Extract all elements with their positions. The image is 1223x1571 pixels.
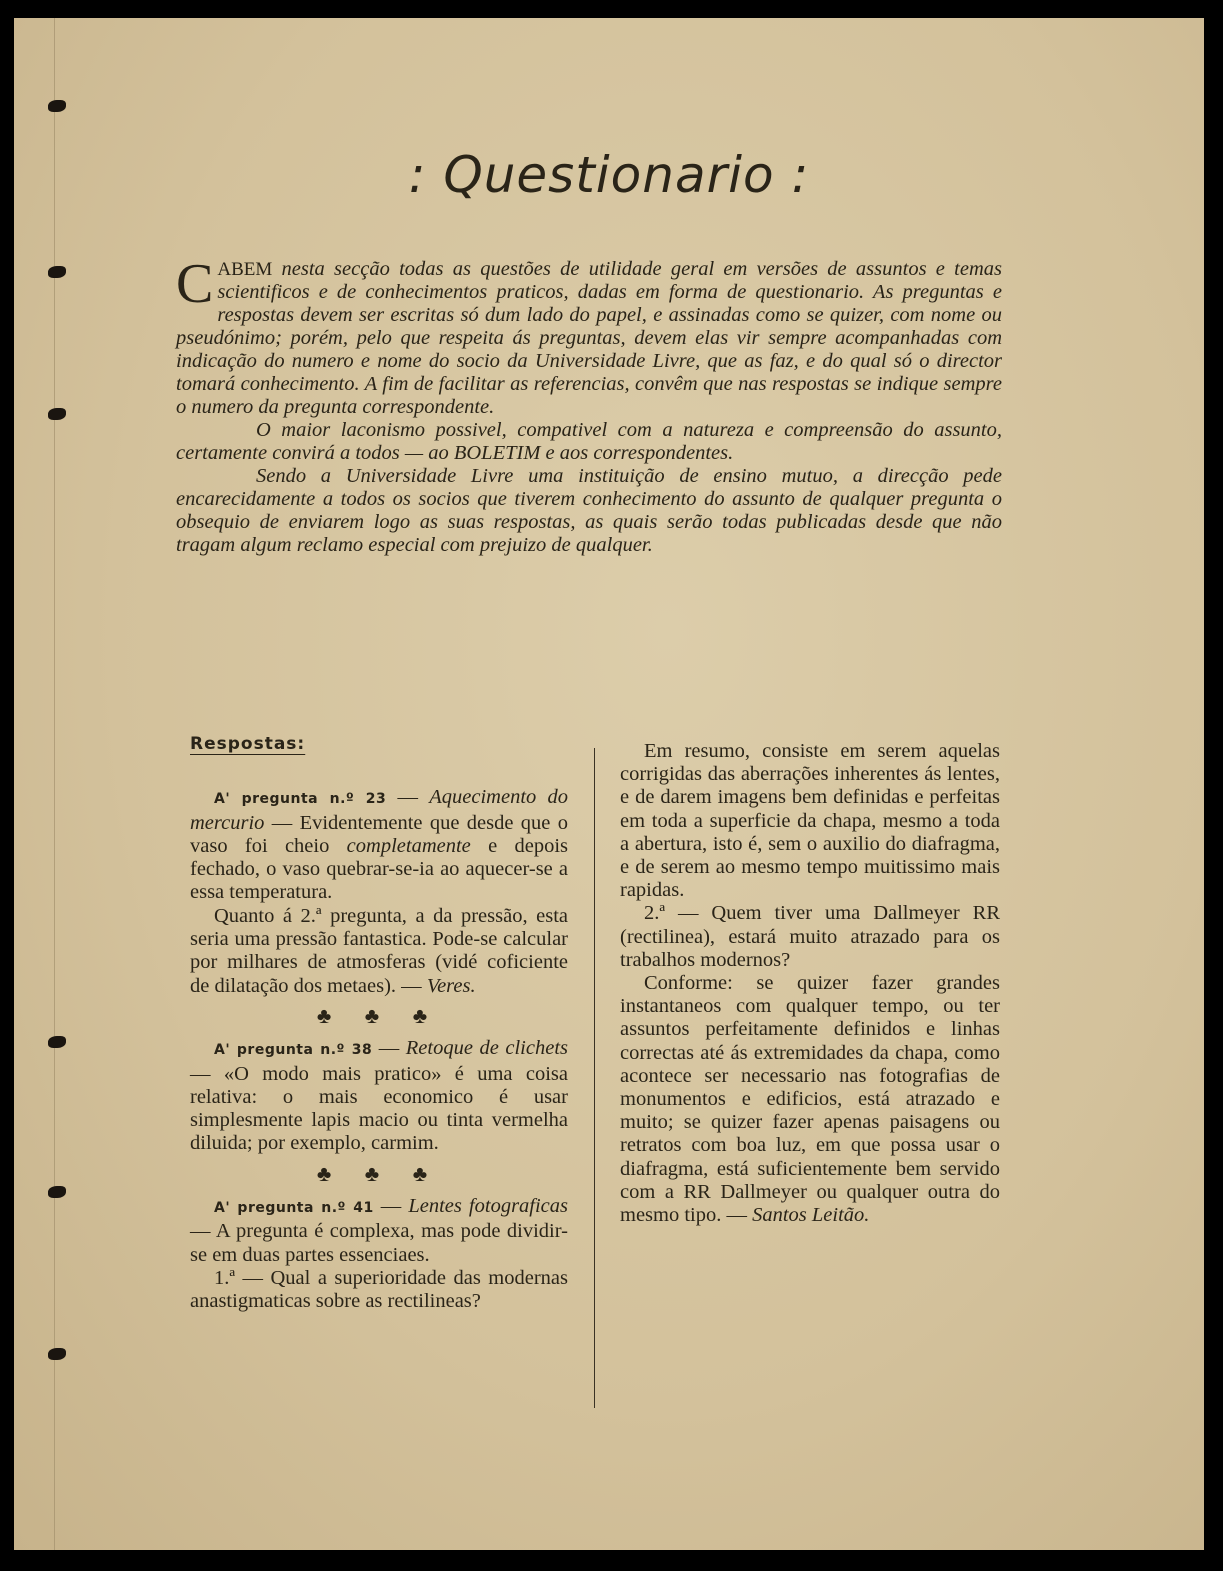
signature: Veres. bbox=[426, 974, 476, 997]
answer-text: — Evidentemente que desde que o vaso foi cheio bbox=[190, 811, 568, 857]
binding-hole bbox=[48, 408, 66, 420]
answer-paragraph bbox=[620, 972, 1000, 1227]
intro-text bbox=[176, 253, 1002, 557]
answer-paragraph: Em resumo, consiste em serem aquelas corrigidas das aberrações inherentes ás lentes, e de darem imagens bem definidas e perfeitas em toda a superficie da chapa, mesmo a toda a abertura, isto é, sem o auxilio do diafragma, e de serem ao mesmo tempo muitissimo mais rapidas. bbox=[620, 740, 1000, 902]
answer-text: e depois fechado, o vaso quebrar-se-ia ao aquecer-se a essa temperatura. bbox=[190, 834, 568, 904]
dash: — bbox=[372, 1037, 406, 1060]
answer-paragraph bbox=[190, 1037, 568, 1155]
binding-hole bbox=[48, 1186, 66, 1198]
answer-38 bbox=[190, 1037, 568, 1155]
answer-23 bbox=[190, 786, 568, 998]
emphasis: completamente bbox=[346, 834, 471, 857]
page bbox=[14, 18, 1204, 1550]
signature: Santos Leitão. bbox=[752, 1204, 870, 1227]
answer-text: — «O modo mais pratico» é uma coisa relativa: o mais economico é usar simplesmente lapis macio ou tinta vermelha diluida; por exemplo, carmim. bbox=[190, 1062, 568, 1155]
ornament-divider: ♣ ♣ ♣ bbox=[316, 1160, 442, 1186]
column-divider bbox=[594, 748, 595, 1408]
answer-paragraph bbox=[190, 786, 568, 904]
question-label: A' pregunta n.º 38 bbox=[214, 1042, 373, 1059]
left-column bbox=[190, 733, 568, 1314]
right-column bbox=[620, 740, 1000, 1227]
answer-text: Conforme: se quizer fazer grandes instantaneos com qualquer tempo, ou ter assuntos perfeitamente definidos e linhas correctas até ás extremidades da chapa, como acontece ser necessario nas fotografias de monumentos e edificios, está atrazado e muito; se quizer fazer apenas paisagens ou retratos com boa luz, em que possa usar o diafragma, está suficientemente bem servido com a RR Dallmeyer ou qualquer outra do mesmo tipo. — bbox=[620, 972, 1000, 1227]
binding-hole bbox=[48, 1036, 66, 1048]
dash: — bbox=[373, 1195, 409, 1218]
binding-hole bbox=[48, 266, 66, 278]
section-heading: Respostas: bbox=[190, 734, 306, 754]
sub-question-2: 2.ª — Quem tiver uma Dallmeyer RR (rectilinea), estará muito atrazado para os trabalhos modernos? bbox=[620, 902, 1000, 971]
answer-text: — A pregunta é complexa, mas pode dividir-se em duas partes essenciaes. bbox=[190, 1220, 568, 1266]
intro-paragraph: O maior laconismo possivel, compativel com a natureza e compreensão do assunto, certamente convirá a todos — ao BOLETIM e aos correspondentes. bbox=[176, 419, 1002, 464]
binding-hole bbox=[48, 100, 66, 112]
intro-paragraph-text: nesta secção todas as questões de utilidade geral em versões de assuntos e temas scientificos e de conhecimentos praticos, dadas em forma de questionario. As preguntas e respostas devem ser escritas só dum lado do papel, e assinadas como se quizer, com nome ou pseudónimo; porém, pelo que respeita ás preguntas, devem elas vir sempre acompanhadas com indicação do numero e nome do socio da Universidade Livre, que as faz, e do qual só o director tomará conhecimento. A fim de facilitar as referencias, convêm que nas respostas se indique sempre o numero da pregunta correspondente. bbox=[176, 258, 1002, 418]
intro-paragraph bbox=[176, 253, 1002, 419]
question-label: A' pregunta n.º 23 bbox=[214, 791, 387, 808]
answer-41 bbox=[190, 1195, 568, 1313]
question-topic: Aquecimento do mercurio bbox=[190, 786, 569, 834]
question-label: A' pregunta n.º 41 bbox=[214, 1200, 374, 1217]
ornament-divider: ♣ ♣ ♣ bbox=[316, 1002, 442, 1028]
page-title: : Questionario : bbox=[408, 146, 810, 204]
dash: — bbox=[386, 786, 430, 809]
answer-paragraph bbox=[190, 1195, 568, 1267]
intro-paragraph: Sendo a Universidade Livre uma instituição de ensino mutuo, a direcção pede encarecidamente a todos os socios que tiverem conhecimento do assunto de qualquer pregunta o obsequio de enviarem logo as suas respostas, as quais serão todas publicadas desde que não tragam algum reclamo especial com prejuizo de qualquer. bbox=[176, 465, 1002, 556]
question-topic: Lentes fotograficas bbox=[408, 1195, 569, 1218]
question-topic: Retoque de clichets bbox=[405, 1037, 568, 1060]
lead-word: ABEM bbox=[217, 259, 273, 280]
sub-question-1: 1.ª — Qual a superioridade das modernas anastigmaticas sobre as rectilineas? bbox=[190, 1266, 568, 1313]
drop-cap: C bbox=[176, 253, 214, 315]
answer-text: Quanto á 2.ª pregunta, a da pressão, esta seria uma pressão fantastica. Pode-se calcular por milhares de atmosferas (vidé coficiente de dilatação dos metaes). — bbox=[190, 904, 568, 997]
binding-edge bbox=[54, 18, 63, 1550]
binding-hole bbox=[48, 1348, 66, 1360]
answer-paragraph bbox=[190, 905, 568, 998]
